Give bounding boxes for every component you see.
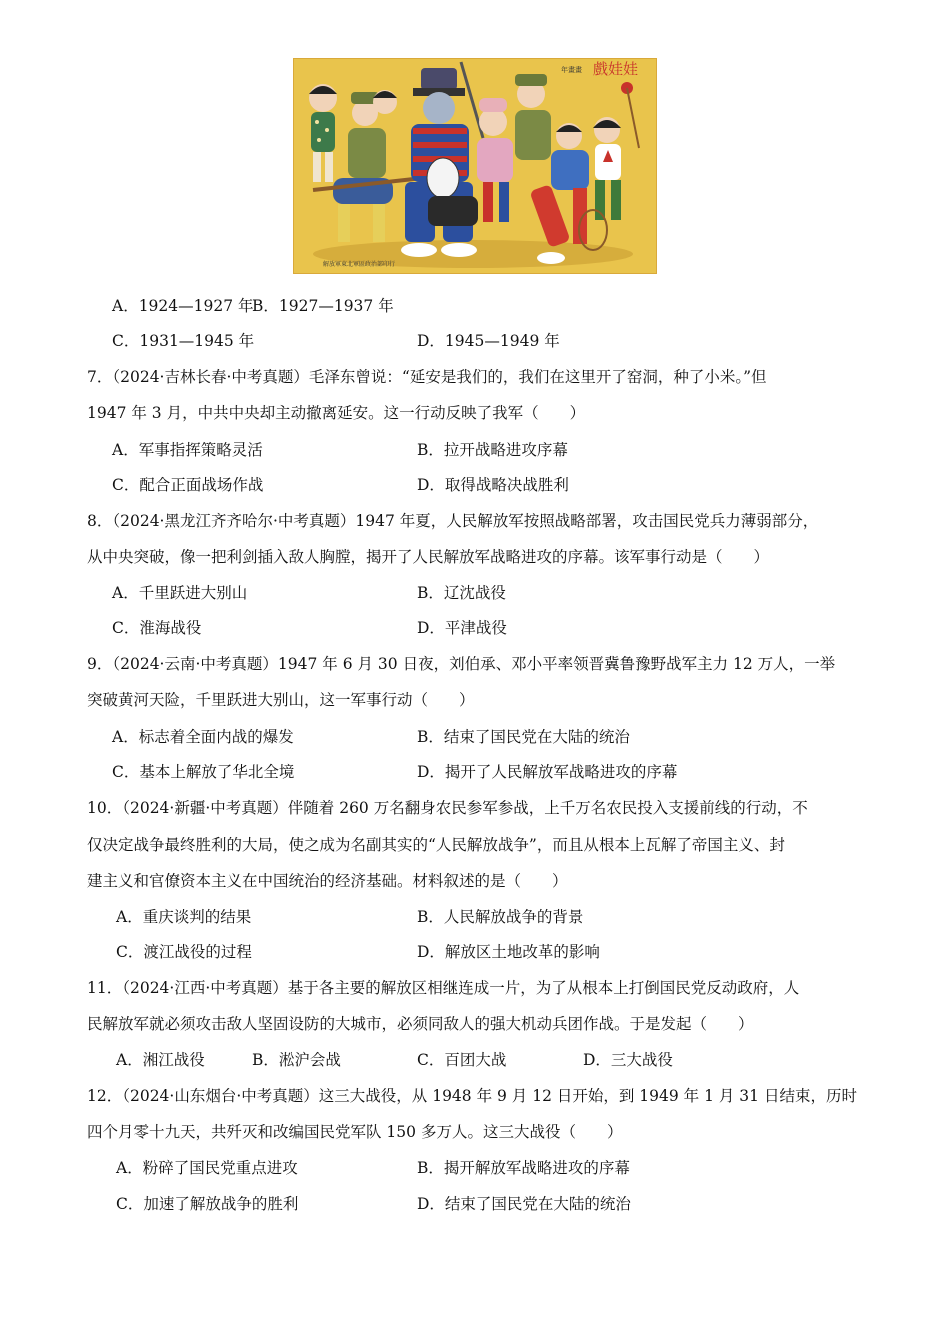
q6-option-d: D．1945—1949 年 (417, 332, 560, 350)
q11-option-d: D．三大战役 (583, 1051, 673, 1069)
q12-option-d: D．结束了国民党在大陆的统治 (417, 1195, 631, 1213)
q8-option-c: C．淮海战役 (112, 619, 202, 637)
q9-option-c: C．基本上解放了华北全境 (112, 763, 295, 781)
q12-option-a: A．粉碎了国民党重点进攻 (116, 1159, 298, 1177)
q9-option-d: D．揭开了人民解放军战略进攻的序幕 (417, 763, 678, 781)
poster-top-label: 年畫畫 (561, 66, 582, 74)
q11-option-b: B．淞沪会战 (252, 1051, 341, 1069)
q8-option-d: D．平津战役 (417, 619, 507, 637)
q8-option-b: B．辽沈战役 (417, 584, 506, 602)
q7-stem-line-2: 1947 年 3 月，中共中央却主动撤离延安。这一行动反映了我军（ ） (87, 404, 586, 422)
poster-title: 戲娃娃 (593, 60, 639, 78)
q10-option-b: B．人民解放战争的背景 (417, 908, 584, 926)
q12-stem-line-1: 12．（2024·山东烟台·中考真题）这三大战役，从 1948 年 9 月 12 日开始，到 1949 年 1 月 31 日结束，历时 (87, 1087, 857, 1105)
q6-option-a: A．1924—1927 年 (112, 297, 254, 315)
q9-stem-line-2: 突破黄河天险，千里跃进大别山，这一军事行动（ ） (87, 691, 475, 709)
q7-option-d: D．取得战略决战胜利 (417, 476, 569, 494)
q9-stem-line-1: 9．（2024·云南·中考真题）1947 年 6 月 30 日夜，刘伯承、邓小平率领晋冀鲁豫野战军主力 12 万人，一举 (87, 655, 836, 673)
q8-option-a: A．千里跃进大别山 (112, 584, 248, 602)
q7-option-c: C．配合正面战场作战 (112, 476, 264, 494)
q8-stem-line-1: 8．（2024·黑龙江齐齐哈尔·中考真题）1947 年夏，人民解放军按照战略部署，攻击国民党兵力薄弱部分， (87, 512, 819, 530)
q10-stem-line-3: 建主义和官僚资本主义在中国统治的经济基础。材料叙述的是（ ） (87, 872, 568, 890)
q7-option-a: A．军事指挥策略灵活 (112, 441, 263, 459)
q6-option-b: B．1927—1937 年 (252, 297, 394, 315)
poster-image (293, 58, 657, 274)
q7-stem-line-1: 7．（2024·吉林长春·中考真题）毛泽东曾说：“延安是我们的，我们在这里开了窑洞，种了小米。”但 (87, 368, 767, 386)
poster-illustration (293, 58, 657, 274)
q10-option-c: C．渡江战役的过程 (116, 943, 252, 961)
q10-option-a: A．重庆谈判的结果 (116, 908, 252, 926)
q11-option-c: C．百团大战 (417, 1051, 507, 1069)
q11-stem-line-2: 民解放军就必须攻击敌人坚固设防的大城市，必须同敌人的强大机动兵团作战。于是发起（ ） (87, 1015, 754, 1033)
q11-stem-line-1: 11．（2024·江西·中考真题）基于各主要的解放区相继连成一片，为了从根本上打倒国民党反动政府，人 (87, 979, 800, 997)
q9-option-a: A．标志着全面内战的爆发 (112, 728, 294, 746)
q12-option-b: B．揭开解放军战略进攻的序幕 (417, 1159, 630, 1177)
q10-stem-line-2: 仅决定战争最终胜利的大局，使之成为名副其实的“人民解放战争”，而且从根本上瓦解了帝国主义、封 (87, 836, 785, 854)
q11-option-a: A．湘江战役 (116, 1051, 205, 1069)
q6-option-c: C．1931—1945 年 (112, 332, 255, 350)
q12-option-c: C．加速了解放战争的胜利 (116, 1195, 299, 1213)
q12-stem-line-2: 四个月零十九天，共歼灭和改编国民党军队 150 多万人。这三大战役（ ） (87, 1123, 623, 1141)
q10-option-d: D．解放区土地改革的影响 (417, 943, 600, 961)
q9-option-b: B．结束了国民党在大陆的统治 (417, 728, 630, 746)
q8-stem-line-2: 从中央突破，像一把利剑插入敌人胸膛，揭开了人民解放军战略进攻的序幕。该军事行动是（ ） (87, 548, 770, 566)
q7-option-b: B．拉开战略进攻序幕 (417, 441, 568, 459)
poster-bottom-label: 解放軍東北軍區政治部印行 (323, 261, 396, 268)
q10-stem-line-1: 10．（2024·新疆·中考真题）伴随着 260 万名翻身农民参军参战，上千万名农民投入支援前线的行动，不 (87, 799, 808, 817)
